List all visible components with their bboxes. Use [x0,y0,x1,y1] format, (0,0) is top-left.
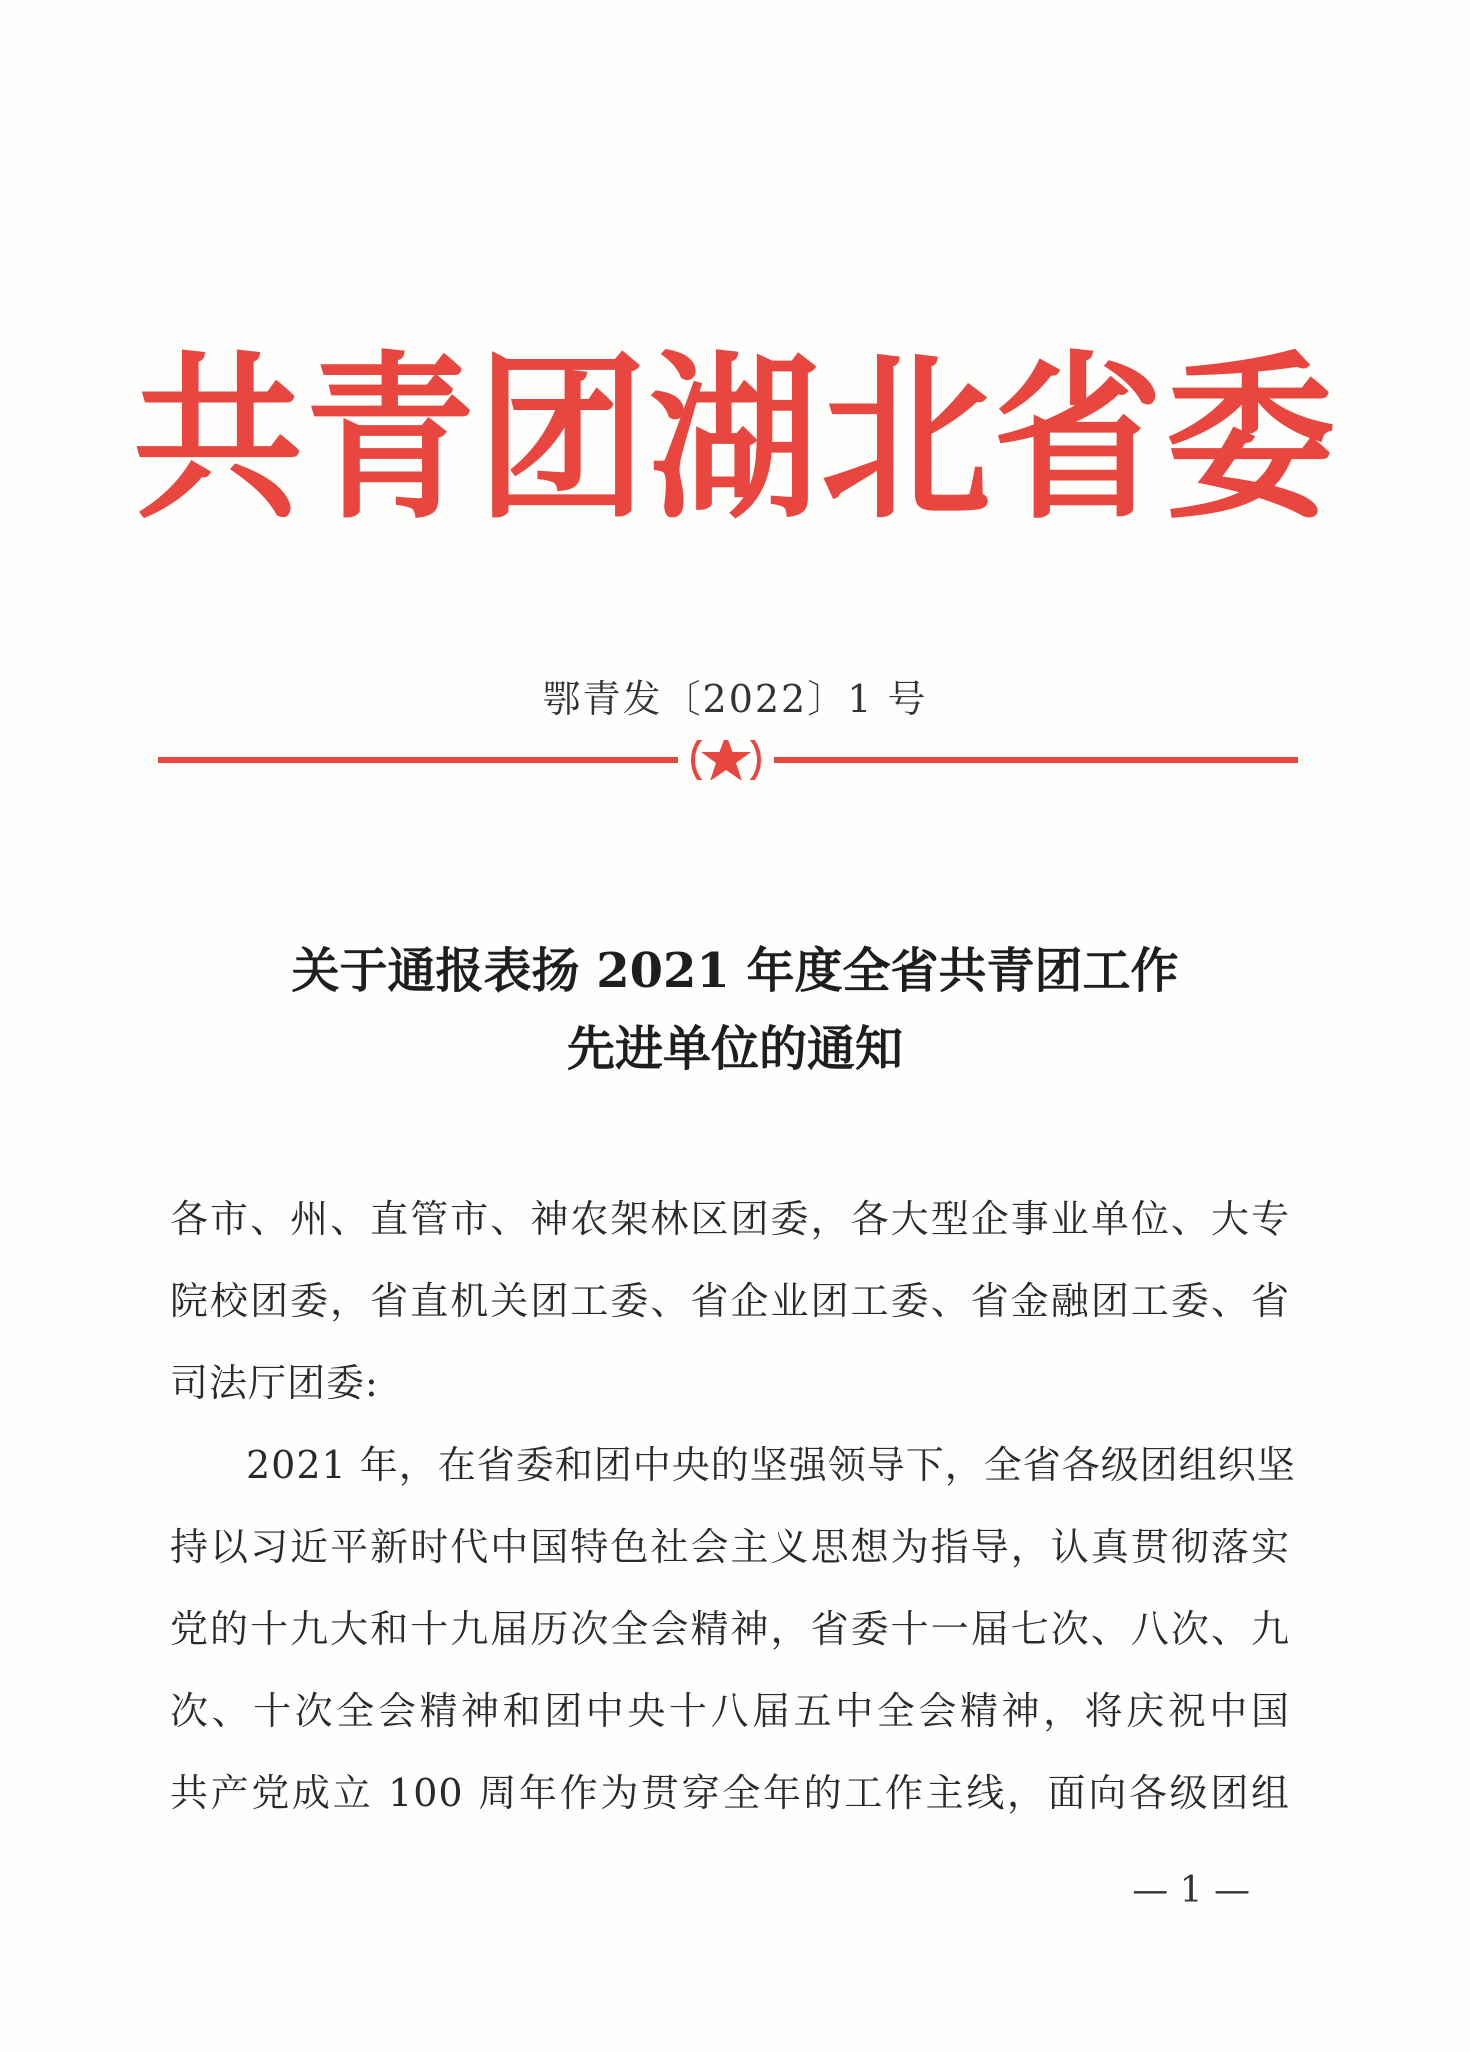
body-line: 司法厅团委: [170,1361,379,1405]
title-line-1: 关于通报表扬 2021 年度全省共青团工作 [291,943,1179,999]
notice-title [0,932,1470,1088]
title-line-2: 先进单位的通知 [566,1021,903,1077]
body-line: 党的十九大和十九届历次全会精神，省委十一届七次、八次、九 [170,1607,1290,1651]
masthead-title: 共青团湖北省委 [132,336,1337,544]
page-number: — 1 — [1132,1870,1250,1911]
document-number: 鄂青发〔2022〕1 号 [542,677,928,721]
red-divider-with-star [158,740,1298,780]
body-line: 共产党成立 100 周年作为贯穿全年的工作主线，面向各级团组 [170,1771,1290,1815]
body-line: 持以习近平新时代中国特色社会主义思想为指导，认真贯彻落实 [170,1525,1290,1569]
star-icon [701,740,751,780]
body-line: 各市、州、直管市、神农架林区团委，各大型企事业单位、大专 [170,1197,1290,1241]
body-line: 2021 年，在省委和团中央的坚强领导下，全省各级团组织坚 [246,1443,1296,1487]
notice-body [170,1178,1296,1834]
body-line: 次、十次全会精神和团中央十八届五中全会精神，将庆祝中国 [170,1689,1290,1733]
body-line: 院校团委，省直机关团工委、省企业团工委、省金融团工委、省 [170,1279,1290,1323]
